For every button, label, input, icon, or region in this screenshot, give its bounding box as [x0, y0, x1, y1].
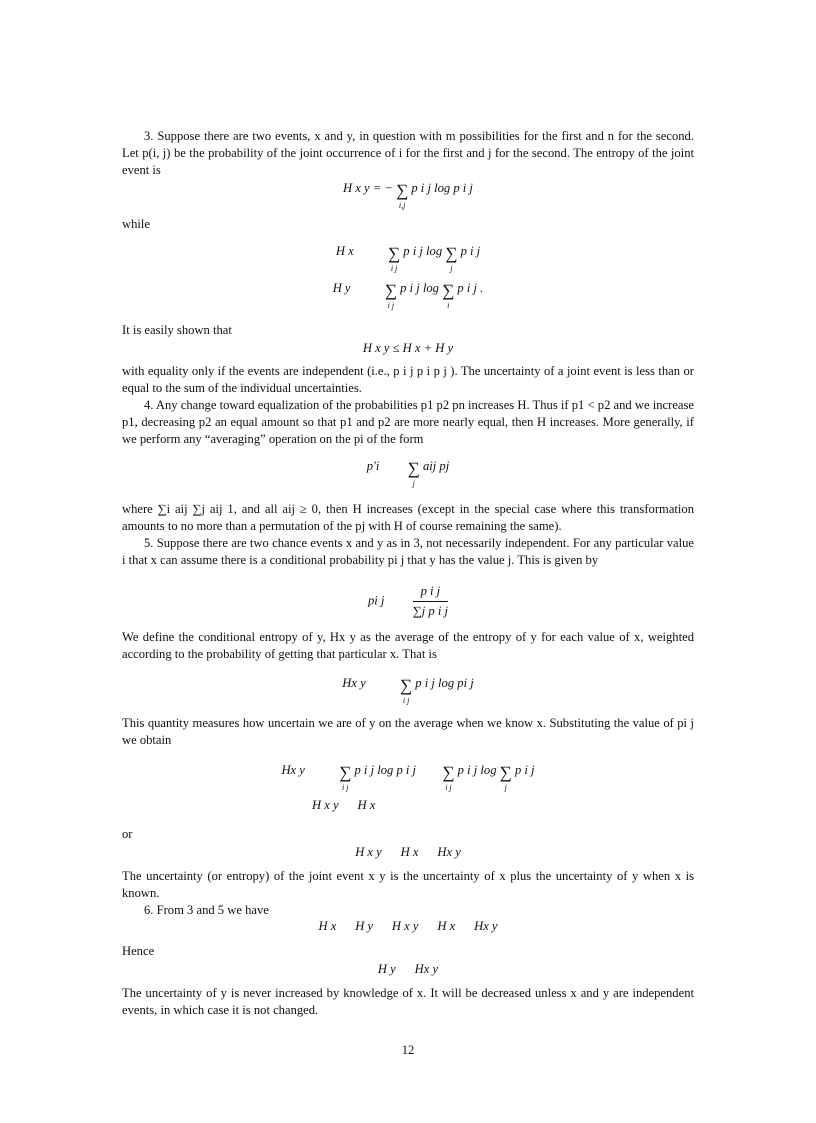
eq-cond-lhs: pi j: [368, 593, 385, 608]
paragraph-5: 5. Suppose there are two chance events x and y as in 3, not necessarily independent. For any particular value i that x can assume there is a conditional probability pi j that y has the value j. This is given by: [122, 536, 694, 567]
sum-symbol: ∑: [384, 281, 397, 300]
eq-sub-a: p i j log p i j: [354, 763, 417, 777]
paragraph-measures: This quantity measures how uncertain we are of y on the average when we know x. Substituting the value of pi j we obtain: [122, 716, 694, 747]
eq-hx-sum1-index: i j: [390, 264, 398, 273]
eq-joint-lhs: H x y = −: [343, 181, 393, 195]
eq-sub-b-index: i j: [445, 783, 452, 792]
fraction-numerator: p i j: [413, 583, 448, 602]
sum-symbol: ∑: [400, 676, 413, 695]
equation-or: H x y H x Hx y: [355, 845, 461, 859]
sum-symbol: ∑: [396, 181, 409, 200]
eq-hy-mid: p i j log: [400, 281, 439, 295]
eq-hx-mid: p i j log: [403, 244, 443, 258]
text-hence: Hence: [122, 944, 155, 958]
eq-inequality-text: H x y ≤ H x + H y: [362, 341, 454, 355]
sum-symbol: ∑: [499, 763, 512, 782]
equation-hy: [122, 280, 694, 314]
sum-symbol: ∑: [445, 244, 458, 263]
eq-sub-c: p i j: [514, 763, 535, 777]
eq-hy-lhs: H y: [332, 281, 351, 295]
equation-conditional-probability: [122, 583, 694, 620]
eq-joint-sum-index: i,j: [398, 201, 406, 210]
equation-substitution: [122, 762, 694, 796]
equation-substitution-line2: H x y H x: [312, 798, 376, 812]
eq-avg-lhs: p′i: [366, 459, 380, 473]
eq-hxy-index: i j: [402, 696, 410, 705]
eq-hx-rhs: p i j: [460, 244, 481, 258]
eq-hy-sum2-index: i: [447, 301, 450, 310]
fraction: [413, 583, 448, 620]
text-or: or: [122, 827, 133, 841]
eq-hxy-lhs: Hx y: [342, 676, 366, 690]
sum-symbol: ∑: [339, 763, 352, 782]
paragraph-6: 6. From 3 and 5 we have: [144, 903, 269, 917]
equation-six: H x H y H x y H x Hx y: [318, 919, 498, 933]
eq-hxy-rhs: p i j log pi j: [415, 676, 474, 690]
equation-conditional-entropy: [122, 675, 694, 709]
paragraph-equality: with equality only if the events are independent (i.e., p i j p i p j ). The uncertainty of a joint event is less than or equal to the sum of the individual uncertainties.: [122, 364, 694, 395]
eq-hy-sum1-index: i j: [387, 301, 395, 310]
eq-hx-sum2-index: j: [450, 264, 453, 273]
page: [122, 0, 694, 1123]
paragraph-uncertainty: The uncertainty (or entropy) of the joint event x y is the uncertainty of x plus the uncertainty of y when x is known.: [122, 869, 694, 900]
sum-symbol: ∑: [388, 244, 401, 263]
equation-hence: H y Hx y: [377, 962, 439, 976]
equation-averaging: [122, 458, 694, 492]
paragraph-4: 4. Any change toward equalization of the probabilities p1 p2 pn increases H. Thus if p1 < p2 and we increase p1, decreasing p2 an equal amount so that p1 and p2 are more nearly equal, then H increases. More generally, if we perform any “averaging” operation on the pi of the form: [122, 398, 694, 446]
eq-hx-lhs: H x: [335, 244, 354, 258]
paragraph-never: The uncertainty of y is never increased by knowledge of x. It will be decreased unless x and y are independent events, in which case it is not changed.: [122, 986, 694, 1017]
page-number: 12: [401, 1043, 415, 1057]
text-while: while: [122, 217, 150, 231]
eq-avg-rhs: aij pj: [422, 459, 450, 473]
sum-symbol: ∑: [442, 281, 455, 300]
eq-sub-a-index: i j: [342, 783, 349, 792]
eq-sub-lhs: Hx y: [281, 763, 305, 777]
eq-hy-rhs: p i j .: [457, 281, 484, 295]
text-easily-shown: It is easily shown that: [122, 323, 232, 337]
fraction-denominator: ∑j p i j: [412, 604, 448, 618]
equation-inequality: [122, 340, 694, 357]
eq-joint-rhs: p i j log p i j: [411, 181, 473, 195]
equation-hx: [122, 243, 694, 277]
eq-sub-b: p i j log: [457, 763, 497, 777]
paragraph-where: where ∑i aij ∑j aij 1, and all aij ≥ 0, then H increases (except in the special case where this transformation amounts to no more than a permutation of the pj with H of course remaining the same).: [122, 502, 694, 533]
sum-symbol: ∑: [442, 763, 455, 782]
equation-joint-entropy: [122, 180, 694, 214]
paragraph-define: We define the conditional entropy of y, Hx y as the average of the entropy of y for each value of x, weighted according to the probability of getting that particular x. That is: [122, 630, 694, 661]
eq-sub-c-index: j: [504, 783, 507, 792]
eq-avg-index: j: [412, 479, 415, 488]
sum-symbol: ∑: [407, 459, 420, 478]
paragraph-3: 3. Suppose there are two events, x and y, in question with m possibilities for the first and n for the second. Let p(i, j) be the probability of the joint occurrence of i for the first and j for the second. The entropy of the joint event is: [122, 129, 694, 177]
